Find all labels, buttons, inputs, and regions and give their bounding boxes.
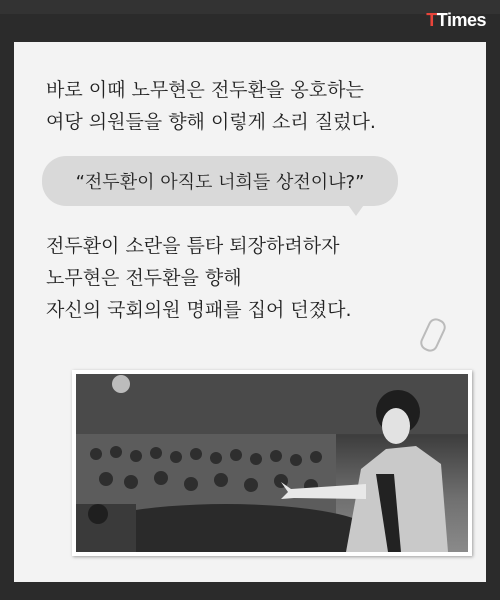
quote-text: “전두환이 아직도 너희들 상전이냐?” [75,172,365,193]
narration-line: 전두환이 소란을 틈타 퇴장하려하자 [46,235,340,257]
narration-paragraph-1 [46,74,376,138]
narration-line: 바로 이때 노무현은 전두환을 옹호하는 [46,79,364,101]
photo-image [76,374,468,552]
ttimes-logo: TTimes [426,10,486,30]
archive-photo [72,370,472,556]
top-bar [0,0,500,14]
narration-line: 자신의 국회의원 명패를 집어 던졌다. [46,299,352,321]
speech-bubble-tail [346,202,366,216]
narration-line: 노무현은 전두환을 향해 [46,267,242,289]
narration-line: 여당 의원들을 향해 이렇게 소리 질렀다. [46,111,376,133]
story-card [14,42,486,582]
speech-bubble [42,156,398,206]
narration-paragraph-2 [46,230,352,326]
